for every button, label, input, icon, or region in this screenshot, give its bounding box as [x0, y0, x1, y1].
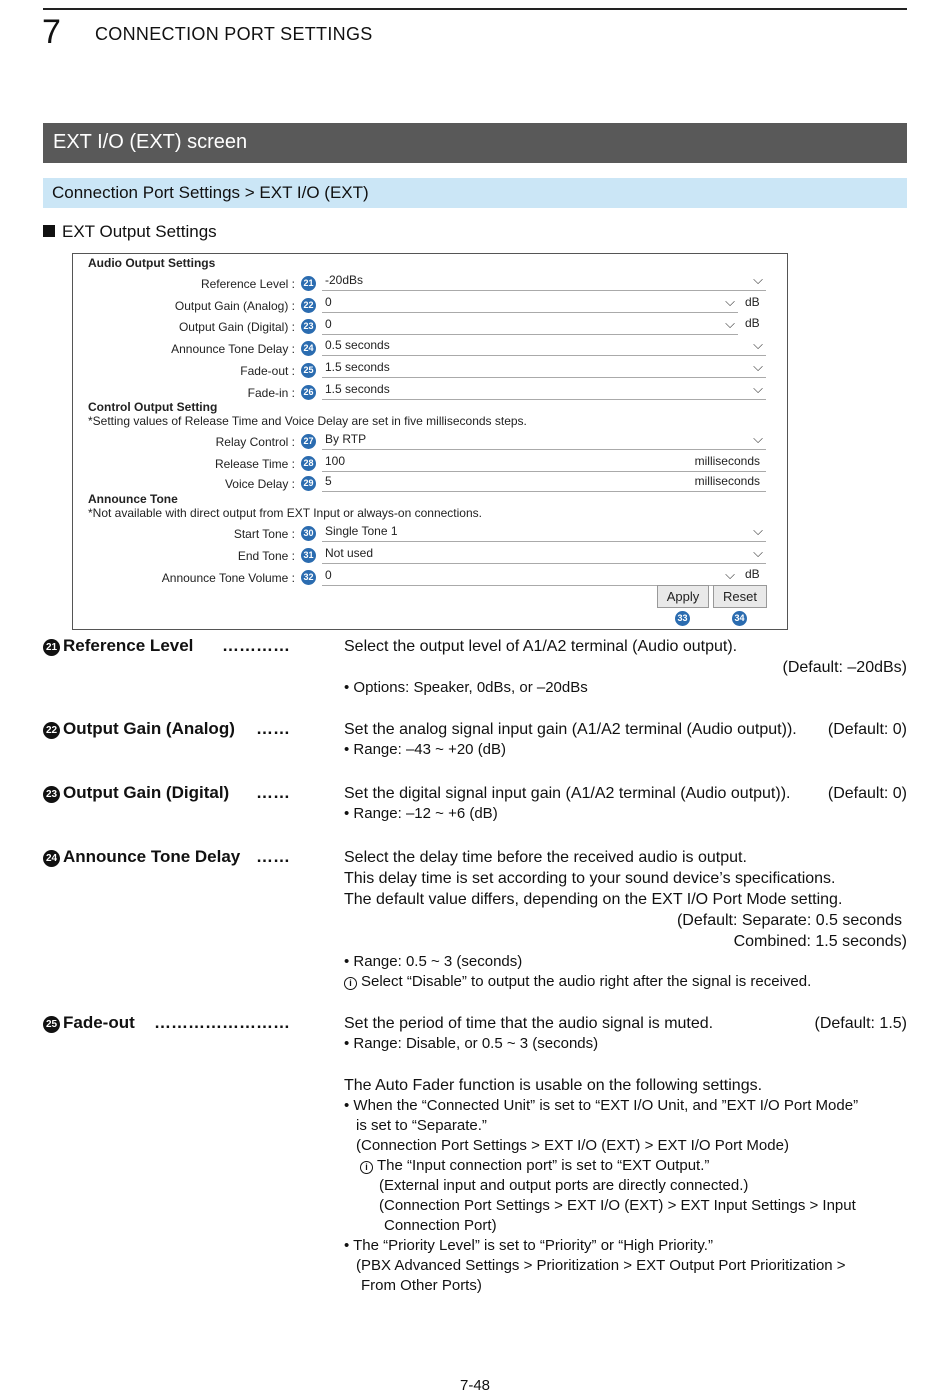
start-tone-select[interactable] — [322, 522, 766, 542]
output-gain-digital-value: 0 — [325, 317, 332, 331]
relay-control-value: By RTP — [325, 432, 367, 446]
item-body — [344, 1075, 907, 1296]
relay-control-select[interactable] — [322, 430, 766, 450]
item-desc-line2: This delay time is set according to your sound device’s specifications. — [344, 870, 836, 887]
top-rule — [43, 8, 907, 10]
item-desc-row — [344, 783, 907, 804]
item-title: Fade-out — [63, 1013, 135, 1032]
item-default: (Default: 0) — [827, 785, 907, 802]
announce-tone-delay-select[interactable] — [322, 336, 766, 356]
release-time-value: 100 — [325, 454, 346, 468]
label-fade-out: Fade-out : — [240, 364, 295, 378]
end-tone-select[interactable] — [322, 544, 766, 564]
page-number: 7-48 — [459, 1377, 491, 1394]
item-default-1: (Default: Separate: 0.5 seconds — [676, 912, 902, 929]
callout-number: 21 — [43, 639, 60, 656]
callout-33: 33 — [675, 611, 690, 626]
release-time-input[interactable] — [322, 452, 766, 472]
leader-dots: …… — [256, 847, 290, 866]
item-bullet: • Range: –12 ~ +6 (dB) — [344, 805, 498, 822]
callout-23: 23 — [301, 319, 316, 334]
label-announce-tone-delay: Announce Tone Delay : — [171, 342, 295, 356]
item-desc-line1: Select the delay time before the received audio is output. — [344, 849, 747, 866]
label-fade-in: Fade-in : — [247, 386, 295, 400]
item-title: Announce Tone Delay — [63, 847, 241, 866]
item-bullet: • Range: –43 ~ +20 (dB) — [344, 741, 507, 758]
chevron-down-icon: ⌵ — [753, 359, 763, 374]
end-tone-value: Not used — [325, 546, 374, 560]
item-desc: Set the period of time that the audio signal is muted. — [344, 1015, 714, 1032]
reset-button[interactable]: Reset — [713, 585, 767, 608]
label-voice-delay: Voice Delay : — [224, 477, 295, 491]
callout-number: 23 — [43, 786, 60, 803]
item-desc-line3: The default value differs, depending on the EXT I/O Port Mode setting. — [344, 891, 843, 908]
fader-bullet-2c: From Other Ports) — [361, 1277, 482, 1294]
callout-number: 24 — [43, 850, 60, 867]
item-info — [344, 972, 907, 992]
fader-bullet-1c: (Connection Port Settings > EXT I/O (EXT) > EXT I/O Port Mode) — [356, 1137, 789, 1154]
info-icon: i — [344, 977, 357, 990]
fade-out-select[interactable] — [322, 358, 766, 378]
fader-info-3: (Connection Port Settings > EXT I/O (EXT) > EXT Input Settings > Input — [379, 1197, 856, 1214]
section-title — [43, 222, 217, 242]
chevron-down-icon: ⌵ — [725, 316, 735, 331]
callout-24: 24 — [301, 341, 316, 356]
item-bullet: • Range: 0.5 ~ 3 (seconds) — [344, 953, 523, 970]
label-release-time: Release Time : — [214, 457, 295, 471]
callout-32: 32 — [301, 570, 316, 585]
fader-bullet-2a: • The “Priority Level” is set to “Priority” or “High Priority.” — [344, 1237, 713, 1254]
chevron-down-icon: ⌵ — [725, 294, 735, 309]
label-reference-level: Reference Level : — [200, 277, 295, 291]
fade-in-select[interactable] — [322, 380, 766, 400]
callout-29: 29 — [301, 476, 316, 491]
audio-group-title: Audio Output Settings — [88, 256, 216, 270]
chevron-down-icon: ⌵ — [753, 381, 763, 396]
label-start-tone: Start Tone : — [233, 527, 295, 541]
announce-tone-volume-value: 0 — [325, 568, 332, 582]
callout-22: 22 — [301, 298, 316, 313]
chevron-down-icon: ⌵ — [725, 567, 735, 582]
unit-db: dB — [745, 295, 760, 309]
callout-27: 27 — [301, 434, 316, 449]
leader-dots: ………… — [222, 636, 290, 655]
fader-info-4: Connection Port) — [384, 1217, 497, 1234]
label-relay-control: Relay Control : — [215, 435, 295, 449]
apply-button[interactable]: Apply — [657, 585, 709, 608]
item-info-text: Select “Disable” to output the audio right after the signal is received. — [361, 973, 812, 990]
fade-in-value: 1.5 seconds — [325, 382, 390, 396]
square-bullet-icon — [43, 225, 55, 237]
unit-milliseconds: milliseconds — [694, 474, 760, 488]
item-default: (Default: 0) — [827, 721, 907, 738]
label-output-gain-digital: Output Gain (Digital) : — [178, 320, 295, 334]
chevron-down-icon: ⌵ — [753, 523, 763, 538]
voice-delay-value: 5 — [325, 474, 332, 488]
item-desc: Select the output level of A1/A2 terminal (Audio output). — [344, 638, 738, 655]
output-gain-analog-value: 0 — [325, 295, 332, 309]
fade-out-value: 1.5 seconds — [325, 360, 390, 374]
chevron-down-icon: ⌵ — [753, 272, 763, 287]
chapter-title: CONNECTION PORT SETTINGS — [95, 24, 373, 44]
item-title: Output Gain (Digital) — [63, 783, 230, 802]
item-body — [344, 847, 907, 992]
item-title: Output Gain (Analog) — [63, 719, 235, 738]
info-icon: i — [360, 1161, 373, 1174]
callout-number: 25 — [43, 1016, 60, 1033]
item-body — [344, 1013, 907, 1054]
chapter-number: 7 — [42, 13, 61, 51]
callout-26: 26 — [301, 385, 316, 400]
screen-title-bar: EXT I/O (EXT) screen — [43, 123, 907, 163]
leader-dots: …… — [256, 783, 290, 802]
output-gain-analog-select[interactable] — [322, 293, 738, 313]
label-output-gain-analog: Output Gain (Analog) : — [174, 299, 295, 313]
fader-info-1-text: The “Input connection port” is set to “EXT Output.” — [377, 1157, 710, 1174]
item-desc-row — [344, 1013, 907, 1034]
chevron-down-icon: ⌵ — [753, 545, 763, 560]
item-default-2: Combined: 1.5 seconds) — [733, 933, 907, 950]
item-desc: Set the analog signal input gain (A1/A2 terminal (Audio output)). — [344, 721, 797, 738]
announce-note: *Not available with direct output from EXT Input or always-on connections. — [88, 506, 482, 520]
item-default: (Default: –20dBs) — [782, 659, 907, 676]
fader-bullet-1a: • When the “Connected Unit” is set to “EXT I/O Unit, and ”EXT I/O Port Mode” — [344, 1097, 859, 1114]
announce-group-title: Announce Tone — [88, 492, 178, 506]
item-bullet: • Options: Speaker, 0dBs, or –20dBs — [344, 679, 588, 696]
item-title: Reference Level — [63, 636, 194, 655]
item-body — [344, 783, 907, 824]
control-group-title: Control Output Setting — [88, 400, 218, 414]
unit-db: dB — [745, 567, 760, 581]
reference-level-value: -20dBs — [325, 273, 364, 287]
voice-delay-input[interactable] — [322, 472, 766, 492]
label-announce-tone-volume: Announce Tone Volume : — [161, 571, 295, 585]
breadcrumb: Connection Port Settings > EXT I/O (EXT) — [43, 178, 907, 208]
chevron-down-icon: ⌵ — [753, 337, 763, 352]
item-body — [344, 636, 907, 698]
leader-dots: …… — [256, 719, 290, 738]
chevron-down-icon: ⌵ — [753, 431, 763, 446]
callout-25: 25 — [301, 363, 316, 378]
unit-db: dB — [745, 316, 760, 330]
fader-bullet-2b: (PBX Advanced Settings > Prioritization > EXT Output Port Prioritization > — [356, 1257, 846, 1274]
unit-milliseconds: milliseconds — [694, 454, 760, 468]
control-note: *Setting values of Release Time and Voice Delay are set in five milliseconds steps. — [88, 414, 527, 428]
item-desc: Set the digital signal input gain (A1/A2 terminal (Audio output)). — [344, 785, 791, 802]
callout-34: 34 — [732, 611, 747, 626]
announce-tone-delay-value: 0.5 seconds — [325, 338, 390, 352]
output-gain-digital-select[interactable] — [322, 315, 738, 335]
label-end-tone: End Tone : — [237, 549, 295, 563]
callout-30: 30 — [301, 526, 316, 541]
fader-title: The Auto Fader function is usable on the following settings. — [344, 1077, 763, 1094]
callout-28: 28 — [301, 456, 316, 471]
fader-info-1 — [344, 1156, 907, 1176]
item-desc-row — [344, 719, 907, 740]
settings-panel-screenshot — [72, 253, 788, 630]
callout-number: 22 — [43, 722, 60, 739]
item-body — [344, 719, 907, 760]
reference-level-select[interactable] — [322, 271, 766, 291]
section-title-text: EXT Output Settings — [62, 222, 217, 241]
announce-tone-volume-select[interactable] — [322, 566, 738, 586]
fader-bullet-1b: is set to “Separate.” — [356, 1117, 487, 1134]
fader-info-2: (External input and output ports are directly connected.) — [379, 1177, 749, 1194]
callout-21: 21 — [301, 276, 316, 291]
start-tone-value: Single Tone 1 — [325, 524, 398, 538]
item-bullet: • Range: Disable, or 0.5 ~ 3 (seconds) — [344, 1035, 599, 1052]
item-default: (Default: 1.5) — [814, 1015, 907, 1032]
callout-31: 31 — [301, 548, 316, 563]
leader-dots: …………………… — [154, 1013, 290, 1032]
